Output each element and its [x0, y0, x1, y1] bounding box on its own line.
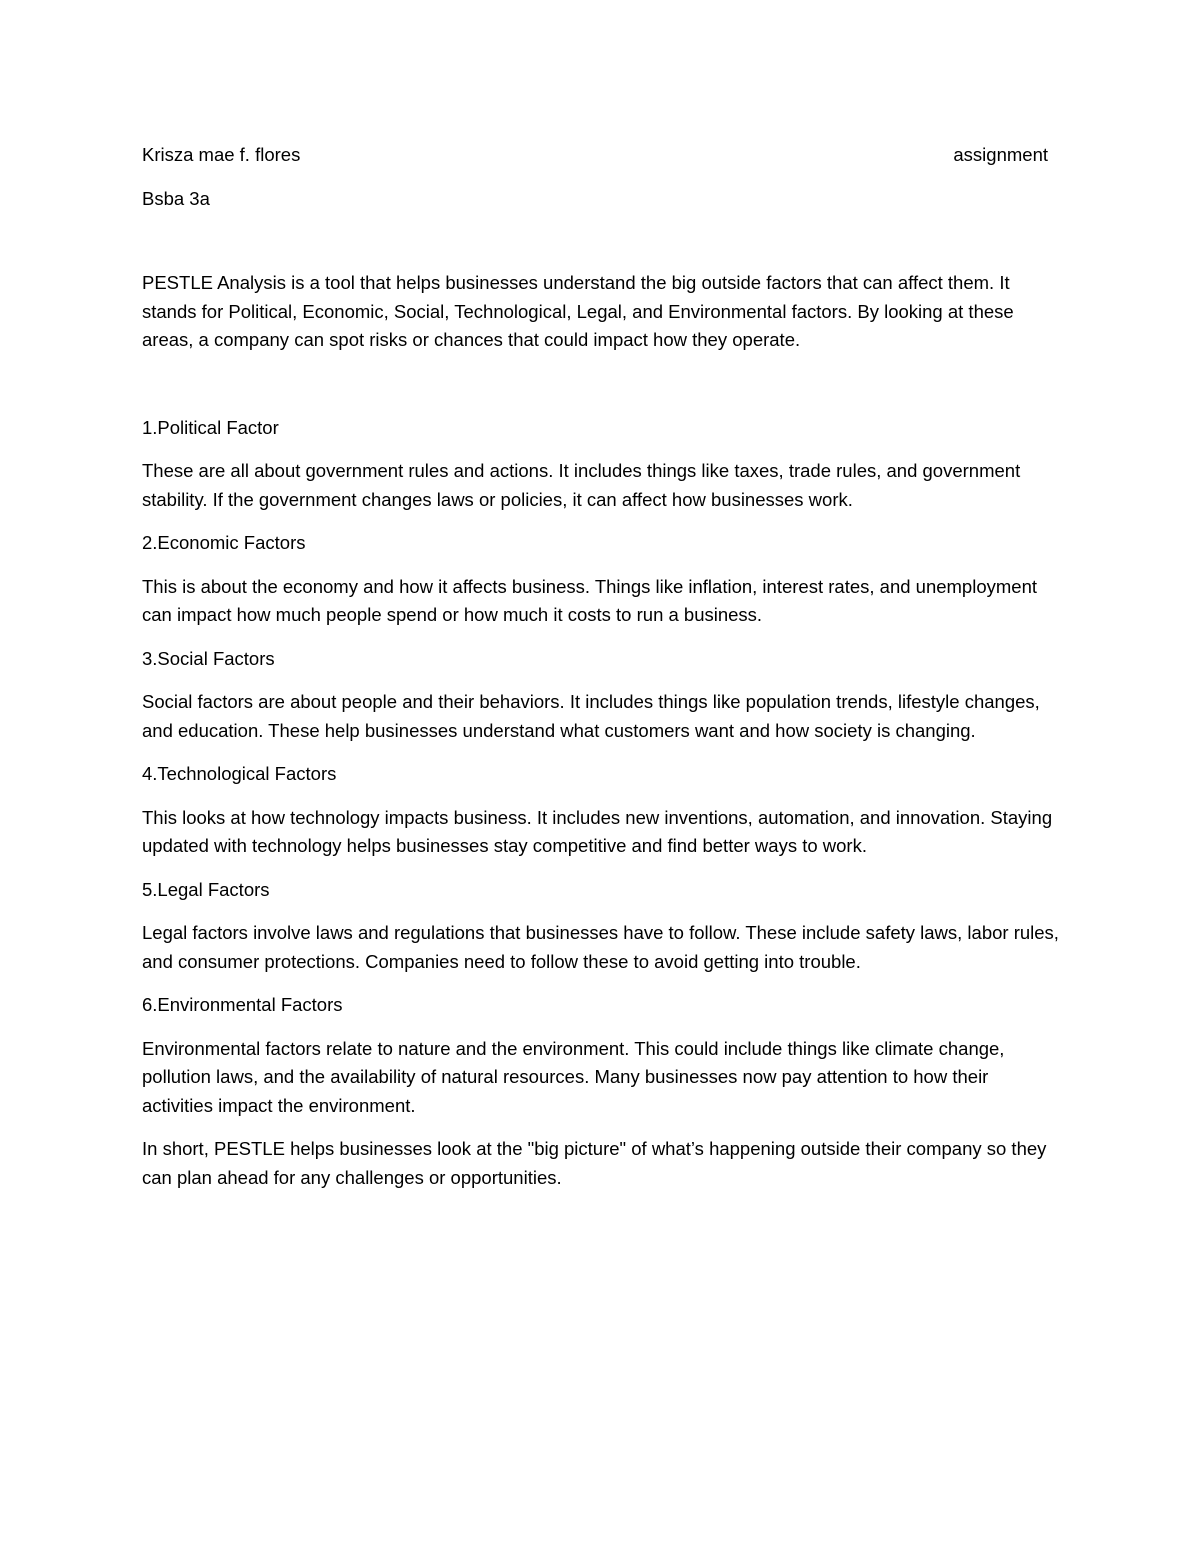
factor-body-social: Social factors are about people and their behaviors. It includes things like population trends, lifestyle changes, and education. These help businesses understand what customers want and how society is changing. [142, 691, 1040, 741]
factor-body-environmental: Environmental factors relate to nature and the environment. This could include things like climate change, pollution laws, and the availability of natural resources. Many businesses now pay attention to how their activities impact the environment. [142, 1037, 1005, 1116]
document-type: assignment [953, 144, 1048, 165]
conclusion-paragraph: In short, PESTLE helps businesses look at the "big picture" of what’s happening outside their company so they can plan ahead for any challenges or opportunities. [142, 1138, 1047, 1188]
factor-heading-technological: 4.Technological Factors [142, 763, 337, 784]
document-body [142, 141, 1060, 1192]
factor-body-technological: This looks at how technology impacts business. It includes new inventions, automation, and innovation. Staying updated with technology helps businesses stay competitive and find better ways to work. [142, 806, 1053, 856]
factor-body-political: These are all about government rules and actions. It includes things like taxes, trade rules, and government stability. If the government changes laws or policies, it can affect how businesses work. [142, 460, 1021, 510]
intro-paragraph: PESTLE Analysis is a tool that helps businesses understand the big outside factors that can affect them. It stands for Political, Economic, Social, Technological, Legal, and Environmental factors. By looking at these areas, a company can spot risks or chances that could impact how they operate. [142, 272, 1014, 350]
factor-heading-legal: 5.Legal Factors [142, 878, 270, 900]
factor-heading-economic: 2.Economic Factors [142, 532, 306, 553]
factor-body-legal: Legal factors involve laws and regulations that businesses have to follow. These include safety laws, labor rules, and consumer protections. Companies need to follow these to avoid getting into trouble. [142, 922, 1059, 972]
class-section: Bsba 3a [142, 187, 210, 209]
factor-heading-political: 1.Political Factor [142, 416, 279, 438]
author-name: Krisza mae f. flores [142, 144, 301, 165]
factor-body-economic: This is about the economy and how it affects business. Things like inflation, interest rates, and unemployment can impact how much people spend or how much it costs to run a business. [142, 575, 1038, 625]
document-header [142, 141, 1048, 170]
factor-heading-environmental: 6.Environmental Factors [142, 994, 343, 1015]
factor-heading-social: 3.Social Factors [142, 647, 275, 669]
